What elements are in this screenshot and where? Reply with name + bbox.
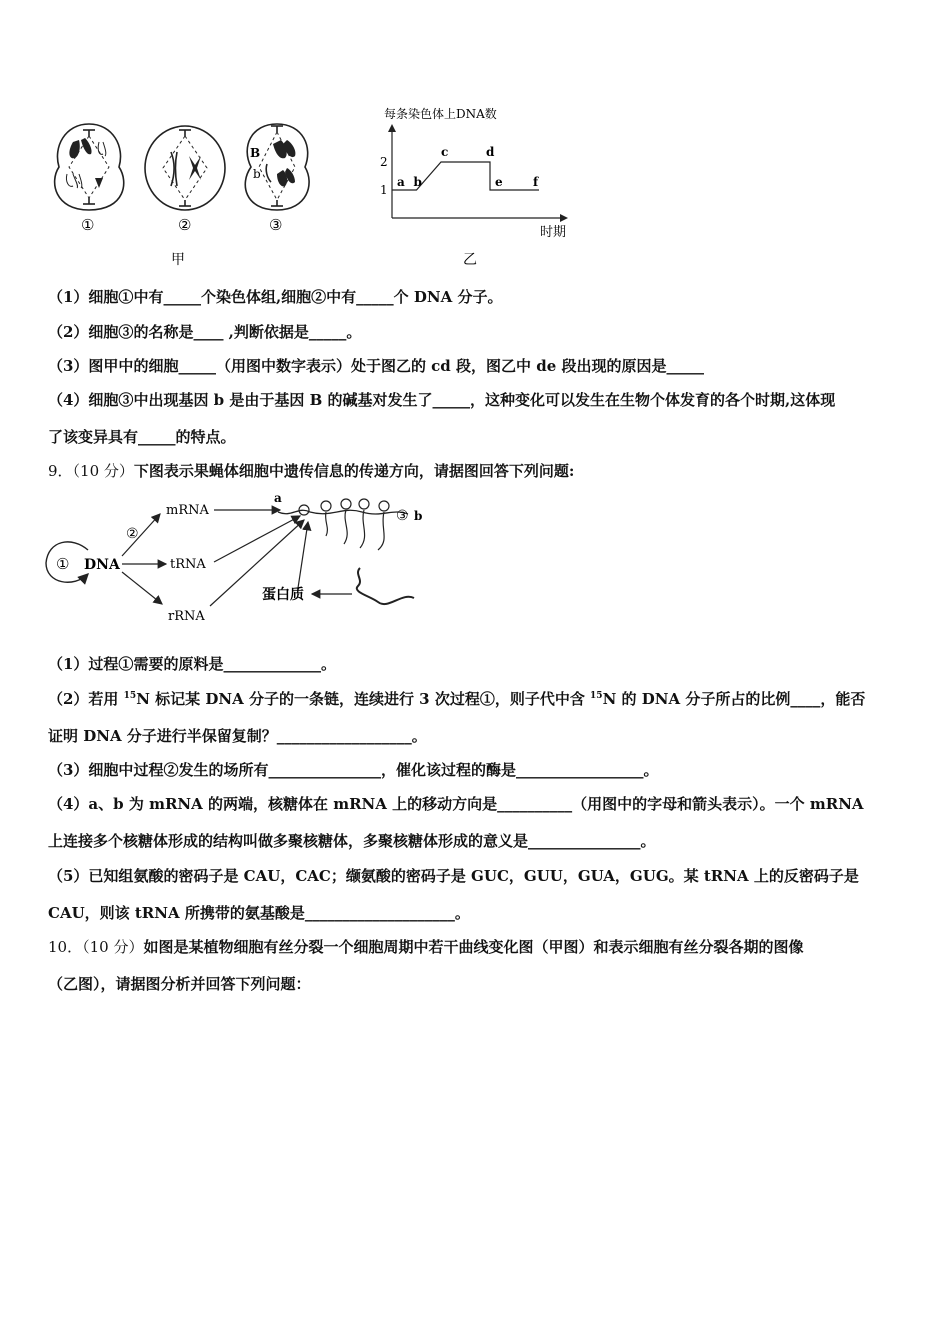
cell-1 [55,124,124,210]
rrna-label: rRNA [168,609,205,624]
q10-stem-line2: （乙图），请据图分析并回答下列问题： [48,975,311,993]
trna-label: tRNA [170,557,206,572]
gene-b-label: b [253,167,261,181]
point-label-d: d [486,145,495,159]
mrna-end-a: a [274,491,282,505]
figure-jia [45,112,325,272]
y-axis-arrow [388,124,396,132]
mrna-end-b: b [414,509,423,523]
q9-part2-line2: 证明 DNA 分子进行半保留复制？__________________。 [48,727,427,745]
q10-number: 10．（10 分） [48,938,144,956]
q9-part5-line2: CAU，则该 tRNA 所携带的氨基酸是____________________。 [48,904,470,922]
figure-q9-diagram [42,488,432,630]
point-label-c: c [441,145,449,159]
q9-part4-line2: 上连接多个核糖体形成的结构叫做多聚核糖体，多聚核糖体形成的意义是_______________。 [48,832,656,850]
gene-B-label: B [250,146,261,160]
q9-part2-line1: （2）若用 $^{15}$N 标记某 DNA 分子的一条链，连续进行 3 次过程①，则子代中含 $^{15}$N 的 DNA 分子所占的比例____，能否 [48,690,866,708]
cell-label-2: ② [178,216,192,234]
point-label-e: e [495,175,503,189]
ribosomes [299,499,389,550]
process-2-label: ② [126,526,139,542]
y-tick-label: 1 [380,183,388,197]
mrna-label: mRNA [166,503,209,518]
q9-part5-line1: （5）已知组氨酸的密码子是 CAU，CAC；缬氨酸的密码子是 GUC，GUU，GUA，GUG。某 tRNA 上的反密码子是 [48,867,859,885]
cell-label-3: ③ [269,216,283,234]
chart-y-label: 每条染色体上DNA数 [384,107,497,121]
q9-part4-line1: （4）a、b 为 mRNA 的两端，核糖体在 mRNA 上的移动方向是__________（用图中的字母和箭头表示）。一个 mRNA [48,795,864,813]
cell-label-1: ① [81,216,95,234]
point-label-b: b [413,175,422,189]
x-axis-arrow [560,214,568,222]
point-label-a: a [397,175,405,189]
protein-chain [357,568,414,604]
q9-stem: 下图表示果蝇体细胞中遗传信息的传递方向，请据图回答下列问题: [133,462,575,480]
dna-label: DNA [84,557,120,573]
q8-part1: （1）细胞①中有_____个染色体组,细胞②中有_____个 DNA 分子。 [48,288,503,306]
q8-part2: （2）细胞③的名称是____ ,判断依据是_____。 [48,323,362,341]
q9-number: 9．（10 分） [48,462,134,480]
y-tick-label: 2 [380,155,388,169]
q8-part3: （3）图甲中的细胞_____（用图中数字表示）处于图乙的 cd 段，图乙中 de 段出现的原因是_____ [48,357,704,375]
q9-part3: （3）细胞中过程②发生的场所有_______________，催化该过程的酶是_________________。 [48,761,659,779]
q8-part4-line2: 了该变异具有_____的特点。 [48,428,236,446]
protein-label: 蛋白质 [262,587,304,603]
q8-part4-line1: （4）细胞③中出现基因 b 是由于基因 B 的碱基对发生了_____，这种变化可以发生在生物个体发育的各个时期,这体现 [48,391,836,409]
q10-stem-line1: 如图是某植物细胞有丝分裂一个细胞周期中若干曲线变化图（甲图）和表示细胞有丝分裂各期的图像 [143,938,804,956]
process-3-label: ③ [396,508,409,524]
q10-heading [48,936,803,957]
point-label-f: f [533,175,539,189]
figure-yi-chart [370,100,590,270]
figure-yi-label: 乙 [463,252,477,268]
cell-2 [145,126,225,210]
process-1-label: ① [56,555,70,573]
figure-jia-label: 甲 [171,252,185,268]
mrna-strand [278,510,408,514]
q9-part1: （1）过程①需要的原料是_____________。 [48,655,336,673]
chart-x-label: 时期 [540,225,567,240]
q9-heading [48,460,574,481]
